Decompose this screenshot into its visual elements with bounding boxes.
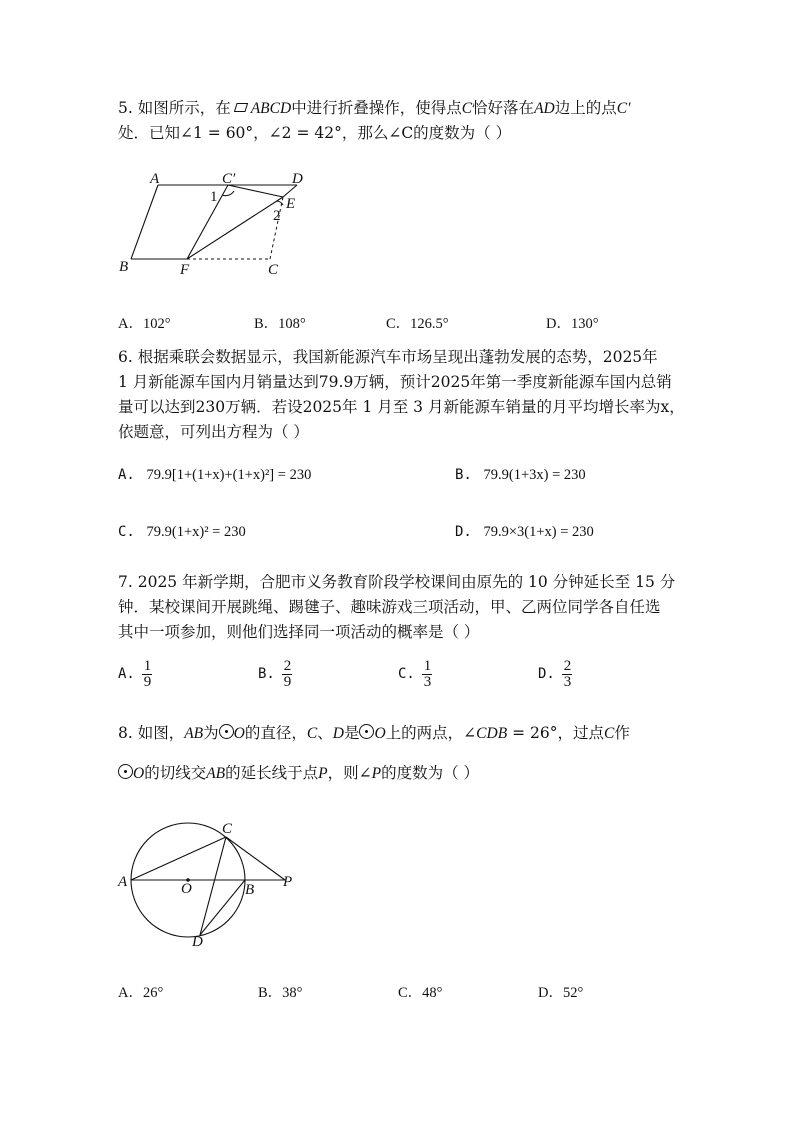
q7-option-b-fraction [282, 659, 292, 690]
q5-text: 中进行折叠操作，使得点 [291, 99, 462, 117]
numerator: 2 [283, 658, 292, 674]
q6-option-b-label: B. [455, 467, 472, 483]
q5-figure [110, 165, 325, 280]
q5-var: C′ [616, 100, 631, 117]
q7-stem-line2: 钟．某校课间开展跳绳、踢毽子、趣味游戏三项活动，甲、乙两位同学各自任选 [118, 598, 661, 616]
label-A: A [150, 171, 160, 187]
q6-option-b-formula: 79.9(1+3x) = 230 [483, 467, 586, 483]
q5-var: ABCD [250, 100, 292, 117]
q6-option-c-label: C. [118, 524, 135, 540]
circle-dot-icon [118, 764, 133, 779]
q7-option-d-fraction [562, 659, 572, 690]
q7-option-d-label: D. [538, 665, 555, 682]
denominator: 3 [423, 674, 432, 690]
q7-stem-line3: 其中一项参加，则他们选择同一项活动的概率是（ ） [118, 623, 480, 641]
numerator: 1 [143, 658, 152, 674]
q7-option-c-label: C. [398, 665, 415, 682]
circle-dot-icon [359, 724, 374, 739]
q8-var: C [604, 725, 615, 742]
q8-text: 为 [203, 724, 219, 742]
q6-option-c[interactable] [118, 524, 246, 541]
q6-stem-line2: 1 月新能源车国内月销量达到79.9万辆，预计2025年第一季度新能源车国内总销 [118, 373, 672, 391]
q6-option-a-formula: 79.9[1+(1+x)+(1+x)²] = 230 [146, 467, 312, 483]
q8-option-b[interactable]: B．38° [258, 985, 303, 1001]
denominator: 9 [143, 674, 152, 690]
q6-option-d[interactable] [455, 524, 594, 541]
label-P: P [283, 874, 293, 890]
q7-option-a[interactable] [118, 659, 152, 690]
q6-stem-line3: 量可以达到230万辆．若设2025年 1 月至 3 月新能源车销量的月平均增长率为x， [118, 398, 685, 416]
label-B: B [245, 882, 255, 898]
q8-var: AB [184, 725, 204, 742]
label-angle-1: 1 [210, 189, 218, 205]
q8-var: P [318, 765, 328, 782]
q8-text: 上的两点，∠ [385, 724, 477, 742]
q6-option-a[interactable] [118, 467, 311, 484]
q5-text: 5. 如图所示，在 [118, 99, 231, 117]
label-F: F [180, 262, 190, 278]
denominator: 9 [283, 674, 292, 690]
circle-dot-icon [219, 724, 234, 739]
q6-option-b[interactable] [455, 467, 586, 484]
q5-option-d[interactable]: D．130° [546, 316, 599, 332]
q5-text: 边上的点 [554, 99, 617, 117]
q6-option-a-label: A. [118, 467, 135, 483]
q8-var: O [374, 725, 386, 742]
label-C-prime: C′ [222, 171, 236, 187]
q8-text: ，则∠ [327, 764, 372, 782]
q8-var: P [371, 765, 382, 782]
label-D: D [292, 171, 303, 187]
q8-option-d[interactable]: D．52° [538, 985, 584, 1001]
denominator: 3 [563, 674, 572, 690]
q6-stem-line4: 依题意，可列出方程为（ ） [118, 423, 309, 441]
label-C: C [222, 821, 233, 837]
q7-stem-line1: 7. 2025 年新学期，合肥市义务教育阶段学校课间由原先的 10 分钟延长至 15 分 [118, 573, 676, 591]
q8-text: 、 [317, 724, 333, 742]
label-D: D [192, 934, 203, 950]
q8-option-c[interactable]: C．48° [398, 985, 443, 1001]
q5-option-a[interactable]: A．102° [118, 316, 171, 332]
q7-option-a-label: A. [118, 665, 135, 682]
q7-option-d[interactable] [538, 659, 572, 690]
q5-stem-line2: 处．已知∠1 = 60°，∠2 = 42°，那么∠C的度数为（ ） [118, 124, 512, 142]
parallelogram-icon [234, 97, 248, 106]
q7-option-a-fraction [142, 659, 152, 690]
q8-var: C [306, 725, 318, 742]
q6-option-d-formula: 79.9×3(1+x) = 230 [483, 524, 594, 540]
label-E: E [286, 196, 296, 212]
q8-text: 的直径， [244, 724, 307, 742]
label-angle-2: 2 [273, 208, 281, 224]
q5-option-b[interactable]: B．108° [254, 316, 306, 332]
q8-var: D [332, 725, 344, 742]
q8-text: 是 [343, 724, 360, 742]
q8-stem-line2 [118, 763, 479, 784]
label-B: B [119, 259, 129, 275]
q8-text: 的度数为（ ） [381, 764, 480, 782]
label-O: O [181, 881, 192, 897]
q8-text: 的延长线于点 [225, 764, 319, 782]
q8-text: = 26°，过点 [507, 724, 604, 742]
label-C: C [268, 262, 279, 278]
q8-var: CDB [476, 725, 508, 742]
q7-option-b-label: B. [258, 665, 275, 682]
q7-option-c-fraction [422, 659, 432, 690]
q8-text: 的切线交 [144, 764, 207, 782]
q8-option-a[interactable]: A．26° [118, 985, 164, 1001]
q8-stem-line1 [118, 723, 630, 744]
q6-stem-line1: 6. 根据乘联会数据显示，我国新能源汽车市场呈现出蓬勃发展的态势，2025年 [118, 348, 658, 366]
q8-var: AB [206, 765, 226, 782]
q8-var: O [133, 765, 145, 782]
q8-figure [110, 812, 310, 952]
q5-var: AD [534, 100, 555, 117]
q5-text: 恰好落在 [472, 99, 535, 117]
q5-stem-line1 [118, 97, 630, 119]
numerator: 2 [563, 658, 572, 674]
q7-option-b[interactable] [258, 659, 292, 690]
q5-var: C [461, 100, 473, 117]
q8-var: O [233, 725, 245, 742]
q5-option-c[interactable]: C．126.5° [386, 316, 449, 332]
q8-text: 作 [614, 724, 630, 742]
q6-option-c-formula: 79.9(1+x)² = 230 [146, 524, 246, 540]
numerator: 1 [423, 658, 432, 674]
q6-option-d-label: D. [455, 524, 472, 540]
q8-text: 8. 如图， [118, 724, 185, 742]
label-A: A [118, 874, 128, 890]
q7-option-c[interactable] [398, 659, 432, 690]
